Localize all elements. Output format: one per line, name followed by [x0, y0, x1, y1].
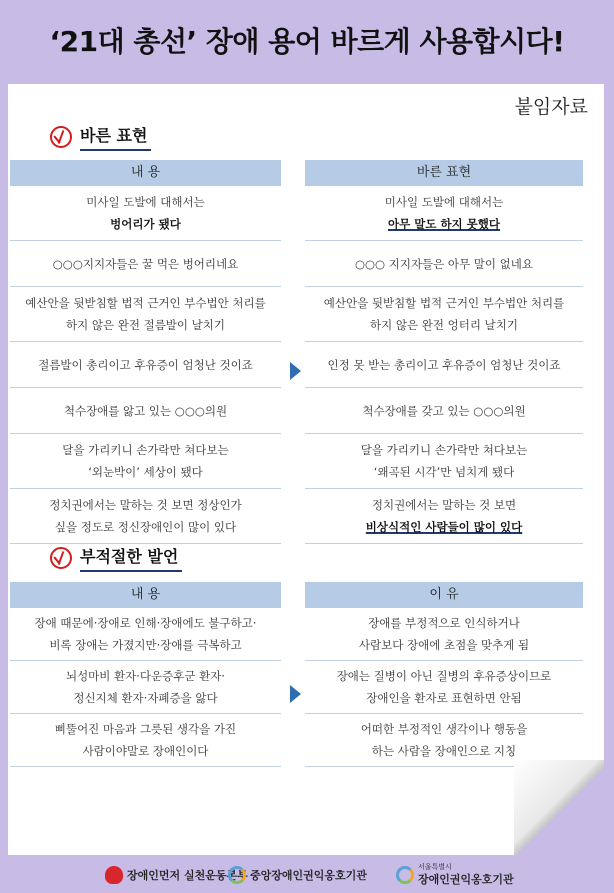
table-row: 장애를 부정적으로 인식하거나 사람보다 장애에 초점을 맞추게 됨 [305, 608, 583, 661]
table-row: 절름발이 총리이고 후유증이 엄청난 것이죠 [10, 342, 281, 388]
table-row: 미사일 도발에 대해서는 벙어리가 됐다 [10, 186, 281, 241]
vote-stamp-icon [50, 126, 72, 148]
table-row: 장애 때문에·장애로 인해·장애에도 불구하고· 비록 장애는 가졌지만·장애를 극복하고 [10, 608, 281, 661]
table-row: 달을 가리키니 손가락만 쳐다보는 ‘외눈박이’ 세상이 됐다 [10, 434, 281, 489]
table-row: 정치권에서는 말하는 것 보면 정상인가 싶을 정도로 정신장애인이 많이 있다 [10, 489, 281, 544]
footer-logos [0, 860, 614, 890]
section1-heading [50, 122, 151, 152]
section2-left-column [10, 582, 281, 767]
logo-disability-first: 장애인먼저 실천운동본부 [105, 860, 248, 890]
logo-seoul-agency: 서울특별시 장애인권익옹호기관 [396, 860, 514, 890]
section2-right-header: 이 유 [305, 582, 583, 608]
arrow-right-icon [290, 362, 301, 380]
table-row: 척수장애를 앓고 있는 ○○○의원 [10, 388, 281, 434]
left-border [0, 84, 8, 874]
table-row: 정치권에서는 말하는 것 보면 비상식적인 사람들이 많이 있다 [305, 489, 583, 544]
page-title: ‘21대 총선’ 장애 용어 바르게 사용합시다! [49, 25, 565, 58]
table-row: 척수장애를 갖고 있는 ○○○의원 [305, 388, 583, 434]
section1-right-header: 바른 표현 [305, 160, 583, 186]
section2-right-column [305, 582, 583, 767]
arrow-right-icon [290, 685, 301, 703]
table-row: 어떠한 부정적인 생각이나 행동을 하는 사람을 장애인으로 지칭 [305, 714, 583, 767]
table-row: ○○○지지자들은 꿀 먹은 벙어리네요 [10, 241, 281, 287]
page-curl [514, 760, 604, 855]
section1-left-header: 내 용 [10, 160, 281, 186]
table-row: 예산안을 뒷받침할 법적 근거인 부수법안 처리를 하지 않은 완전 엉터리 날치기 [305, 287, 583, 342]
section2-title: 부적절한 발언 [80, 544, 182, 572]
section1-left-column [10, 160, 281, 544]
table-row: 삐뚤어진 마음과 그릇된 생각을 가진 사람이야말로 장애인이다 [10, 714, 281, 767]
table-row: 뇌성마비 환자·다운증후군 환자· 정신지체 환자·자폐증을 앓다 [10, 661, 281, 714]
circle-logo-icon [396, 866, 414, 884]
table-row: 예산안을 뒷받침할 법적 근거인 부수법안 처리를 하지 않은 완전 절름발이 날치기 [10, 287, 281, 342]
attachment-label: 붙임자료 [514, 96, 588, 118]
heart-icon [105, 866, 123, 884]
vote-stamp-icon [50, 547, 72, 569]
table-row: 인정 못 받는 총리이고 후유증이 엄청난 것이죠 [305, 342, 583, 388]
circle-logo-icon [228, 866, 246, 884]
table-row: 미사일 도발에 대해서는 아무 말도 하지 못했다 [305, 186, 583, 241]
section1-right-column [305, 160, 583, 544]
table-row: ○○○ 지지자들은 아무 말이 없네요 [305, 241, 583, 287]
logo-central-agency: 중앙장애인권익옹호기관 [228, 860, 367, 890]
section1-title: 바른 표현 [80, 123, 151, 151]
section2-heading [50, 543, 182, 573]
table-row: 달을 가리키니 손가락만 쳐다보는 ‘왜곡된 시각’만 넘치게 됐다 [305, 434, 583, 489]
section2-left-header: 내 용 [10, 582, 281, 608]
table-row: 장애는 질병이 아닌 질병의 후유증상이므로 장애인을 환자로 표현하면 안됨 [305, 661, 583, 714]
right-border [604, 84, 614, 874]
